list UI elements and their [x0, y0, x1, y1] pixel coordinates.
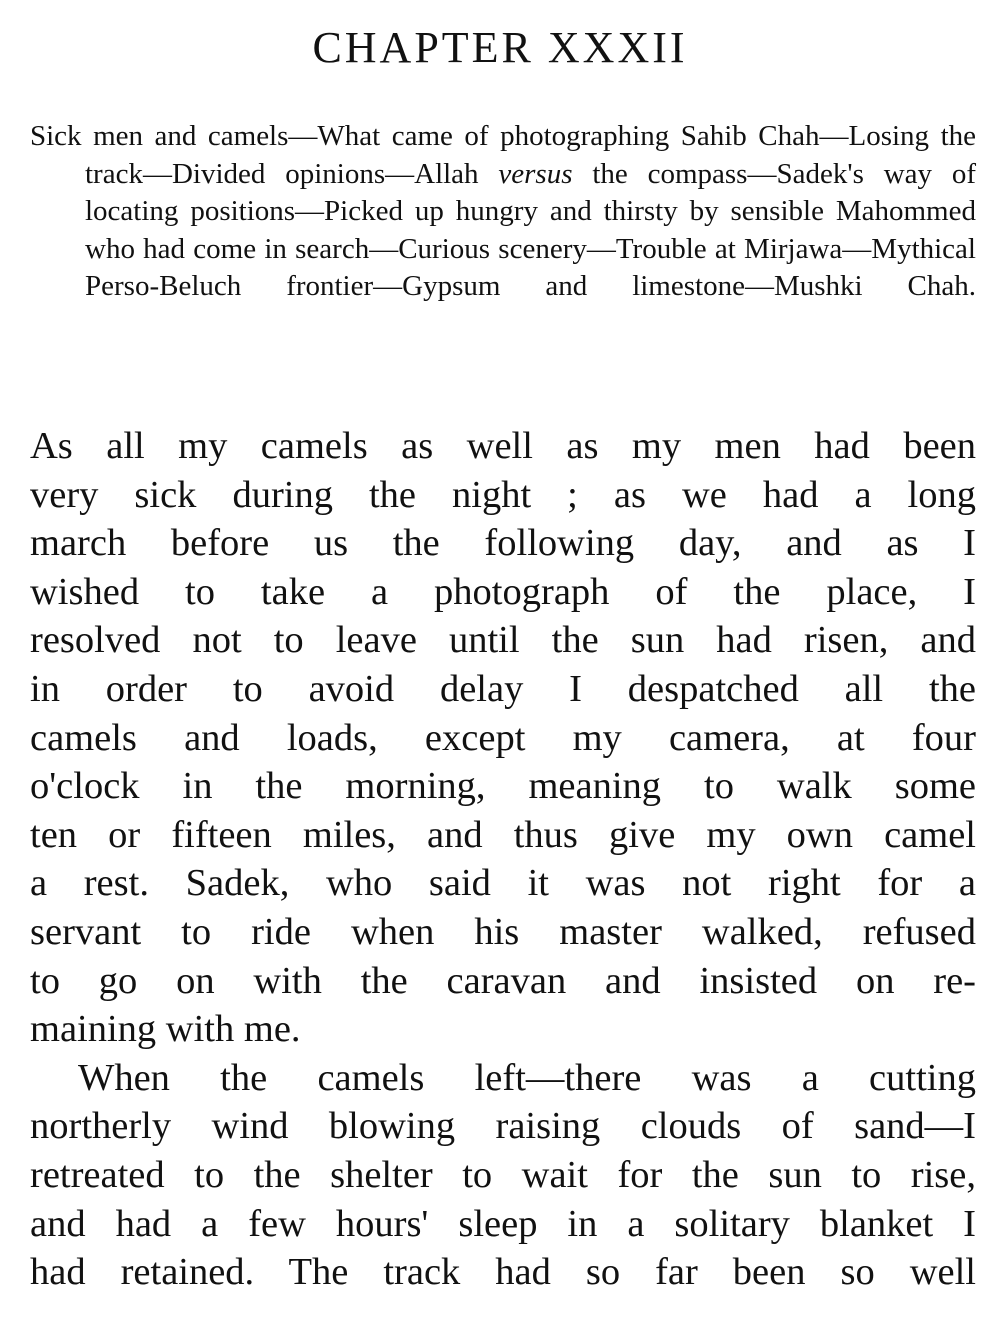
text-line: servant to ride when his master walked, refused — [30, 910, 976, 953]
text-line: had retained. The track had so far been so well — [30, 1251, 976, 1294]
text-line: very sick during the night ; as we had a long — [30, 473, 976, 516]
text-line: a rest. Sadek, who said it was not right for a — [30, 862, 976, 905]
chapter-synopsis — [30, 118, 976, 306]
chapter-title: CHAPTER XXXII — [312, 23, 688, 72]
text-line: in order to avoid delay I despatched all the — [30, 667, 976, 710]
paragraph-2 — [30, 1054, 976, 1297]
text-line: retreated to the shelter to wait for the sun to rise, — [30, 1153, 976, 1196]
text-line: march before us the following day, and as I — [30, 522, 976, 565]
text-line: When the camels left—there was a cutting — [78, 1056, 976, 1099]
text-line: wished to take a photograph of the place, I — [30, 570, 976, 613]
paragraph-1 — [30, 422, 976, 1054]
text-line: camels and loads, except my camera, at four — [30, 716, 976, 759]
text-line: northerly wind blowing raising clouds of sand—I — [30, 1105, 976, 1148]
text-line: resolved not to leave until the sun had risen, and — [30, 619, 976, 662]
text-line: to go on with the caravan and insisted on re- — [30, 959, 976, 1002]
text-line: and had a few hours' sleep in a solitary blanket I — [30, 1202, 976, 1245]
text-line: maining with me. — [30, 1008, 301, 1051]
text-line: o'clock in the morning, meaning to walk some — [30, 765, 976, 808]
synopsis-text-part2: the compass—Sadek's way of locating positions—Picked up hungry and thirsty by sensible Mahommed who had come in search—Curious scenery—Trouble at Mirjawa—Mythical Perso-Beluch frontier—Gypsum and limestone—Mushki Chah. — [85, 157, 976, 302]
synopsis-text-part1: Sick men and camels—What came of photographing Sahib Chah—Losing the track—Divided opinions—Allah — [30, 120, 976, 190]
text-line: As all my camels as well as my men had been — [30, 425, 976, 467]
synopsis-italic-word: versus — [498, 157, 573, 190]
body-text — [30, 422, 976, 1297]
text-line: ten or fifteen miles, and thus give my own camel — [30, 813, 976, 856]
